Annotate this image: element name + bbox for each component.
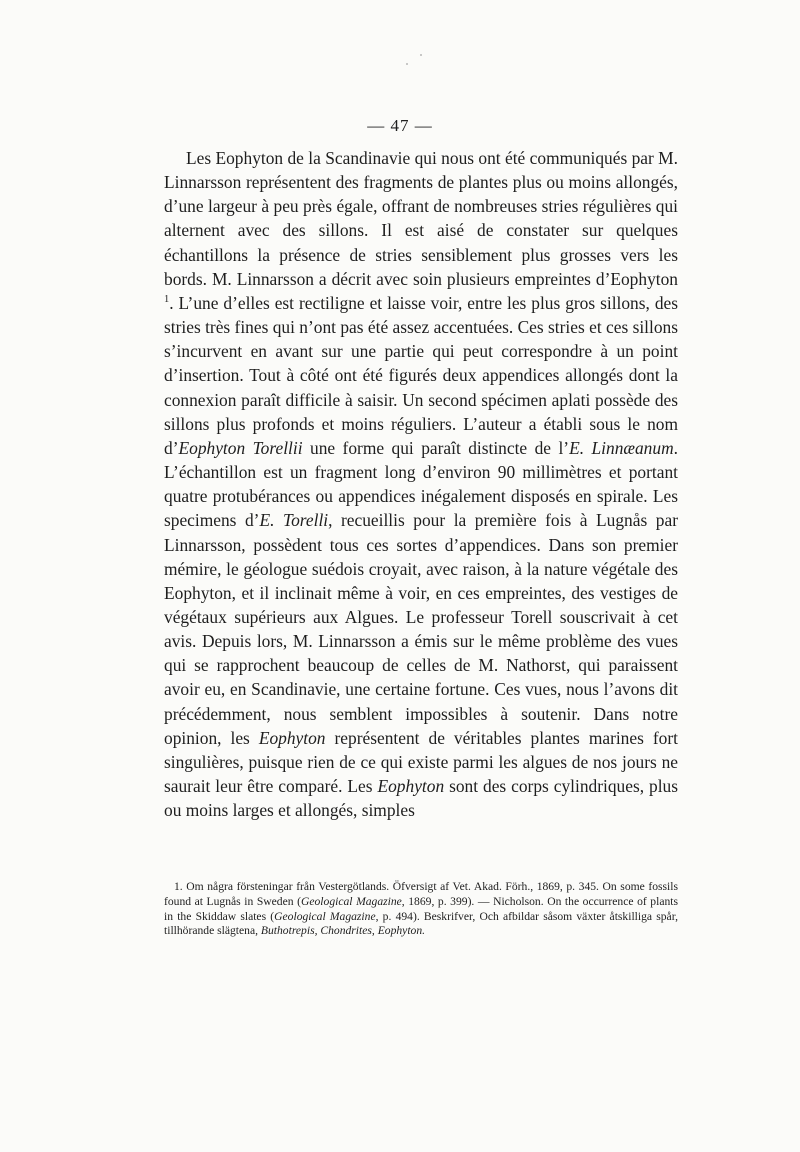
italic-text: Eophyton — [258, 727, 326, 748]
text-run: sont des corps cylindriques, plus ou moins larges et allongés, simples — [164, 776, 678, 821]
italic-text: Geological Magazine — [300, 894, 402, 908]
paper-speck — [420, 54, 422, 56]
italic-text: E. Torelli — [259, 510, 329, 531]
text-run: , 1869, p. 399). — Nicholson. On the occurrence of plants in the Skiddaw slates ( — [164, 894, 678, 923]
footnote-1 — [164, 880, 678, 939]
text-run: Les Eophyton de la Scandinavie qui nous ont été communiqués par M. Linnarsson représentent des fragments de plantes plus ou moins allongés, d’une largeur à peu près égale, offrant de nombreuses stries régulières qui alternent avec des sillons. Il est aisé de constater sur quelques échantillons la présence de stries sensiblement plus grosses vers les bords. M. Linnarsson a décrit avec soin plusieurs empreintes d’Eophyton — [164, 148, 678, 289]
text-run: une forme qui paraît distincte de l’ — [302, 437, 570, 458]
text-run: 1. Om några försteningar från Vestergötlands. Öfversigt af Vet. Akad. Förh., 1869, p. 345. On some fossils found at Lugnås in Sweden ( — [164, 880, 678, 908]
text-run: représentent de véritables plantes marines fort singulières, puisque rien de ce qui existe parmi les algues de nos jours ne saurait leur être comparé. Les — [164, 727, 678, 797]
italic-text: E. Linnæanum — [569, 437, 674, 458]
paper-speck — [406, 63, 408, 65]
body-paragraph — [164, 146, 678, 822]
footnotes — [164, 880, 678, 939]
italic-text: Eophyton Torellii — [178, 437, 303, 458]
italic-text: Eophyton — [377, 776, 445, 797]
text-run: , recueillis pour la première fois à Lugnås par Linnarsson, possèdent tous ces sortes d’appendices. Dans son premier mémire, le géologue suédois croyait, avec raison, à la nature végétale des Eophyton, et il inclinait même à voir, en ces empreintes, des vestiges de végétaux supérieurs aux Algues. Le professeur Torell souscrivait à cet avis. Depuis lors, M. Linnarsson a émis sur le même problème des vues qui se rapprochent beaucoup de celles de M. Nathorst, qui paraissent avoir eu, en Scandinavie, une certaine fortune. Ces vues, nous l’avons dit précédemment, nous semblent impossibles à soutenir. Dans notre opinion, les — [164, 510, 678, 748]
italic-text: Buthotrepis, Chondrites, Eophyton. — [260, 924, 426, 938]
page-number: — 47 — — [367, 116, 433, 135]
footnote-marker: 1 — [164, 294, 170, 306]
text-run: . L’échantillon est un fragment long d’environ 90 millimètres et portant quatre protubérances ou appendices inégalement disposés en spirale. Les specimens d’ — [164, 437, 678, 531]
text-run: , p. 494). Beskrifver, Och afbildar såsom växter åtskilliga spår, tillhörande slägtena, — [164, 909, 678, 938]
text-run: . L’une d’elles est rectiligne et laisse voir, entre les plus gros sillons, des stries très fines qui n’ont pas été assez accentuées. Ces stries et ces sillons s’incurvent en avant sur une partie qui peut correspondre à un point d’insertion. Tout à côté ont été figurés deux appendices allongés dont la connexion paraît difficile à saisir. Un second spécimen aplati possède des sillons plus profonds et moins réguliers. L’auteur a établi sous le nom d’ — [164, 292, 678, 458]
body-text — [164, 146, 678, 822]
italic-text: Geological Magazine — [274, 909, 376, 923]
